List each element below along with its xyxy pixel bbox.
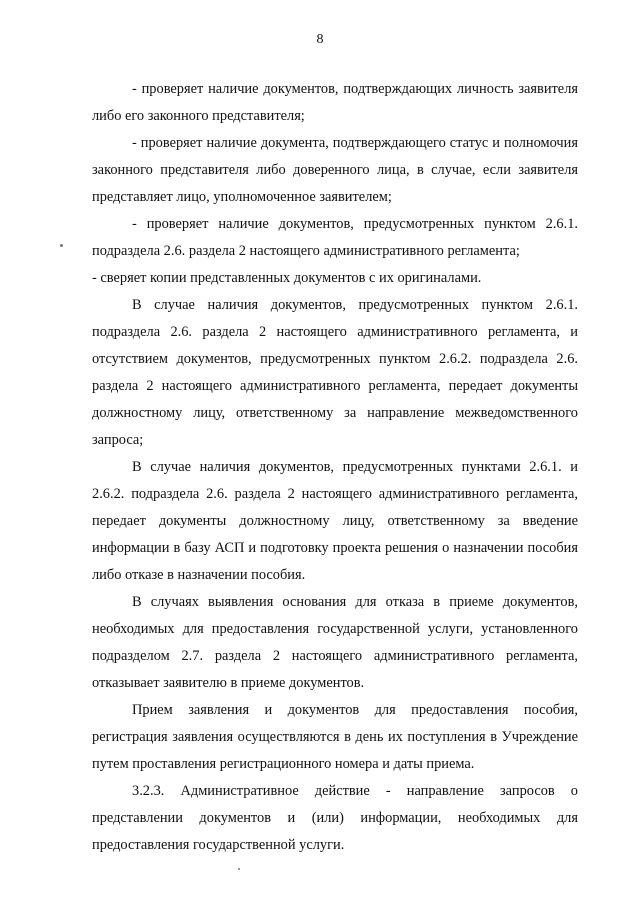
paragraph-section-3-2-3: 3.2.3. Административное действие - направление запросов о представлении документов и (или) информации, необходимых для предоставления государственной услуги. xyxy=(92,783,578,853)
paragraph-check-documents: - проверяет наличие документов, предусмотренных пунктом 2.6.1. подраздела 2.6. раздела 2 настоящего административного регламента; xyxy=(92,216,578,259)
scan-speck xyxy=(60,244,63,247)
document-body xyxy=(92,76,578,859)
page-number: 8 xyxy=(316,32,324,47)
paragraph-interagency-request: В случае наличия документов, предусмотренных пунктом 2.6.1. подраздела 2.6. раздела 2 настоящего административного регламента, и отсутствием документов, предусмотренных пунктом 2.6.2. подраздела 2.6. раздела 2 настоящего административного регламента, передает документы должностному лицу, ответственному за направление межведомственного запроса; xyxy=(92,297,578,448)
paragraph-asp-database: В случае наличия документов, предусмотренных пунктами 2.6.1. и 2.6.2. подраздела 2.6. раздела 2 настоящего административного регламента, передает документы должностному лицу, ответственному за введение информации в базу АСП и подготовку проекта решения о назначении пособия либо отказе в назначении пособия. xyxy=(92,459,578,583)
scan-speck xyxy=(238,868,240,870)
paragraph-verify-copies: - сверяет копии представленных документов с их оригиналами. xyxy=(92,270,482,286)
paragraph-registration: Прием заявления и документов для предоставления пособия, регистрация заявления осуществляются в день их поступления в Учреждение путем проставления регистрационного номера и даты приема. xyxy=(92,702,578,772)
paragraph-check-authority: - проверяет наличие документа, подтверждающего статус и полномочия законного представителя либо доверенного лица, в случае, если заявителя представляет лицо, уполномоченное заявителем; xyxy=(92,135,578,205)
paragraph-check-identity: - проверяет наличие документов, подтверждающих личность заявителя либо его законного представителя; xyxy=(92,81,578,124)
paragraph-refusal: В случаях выявления основания для отказа в приеме документов, необходимых для предоставления государственной услуги, установленного подразделом 2.7. раздела 2 настоящего административного регламента, отказывает заявителю в приеме документов. xyxy=(92,594,578,691)
